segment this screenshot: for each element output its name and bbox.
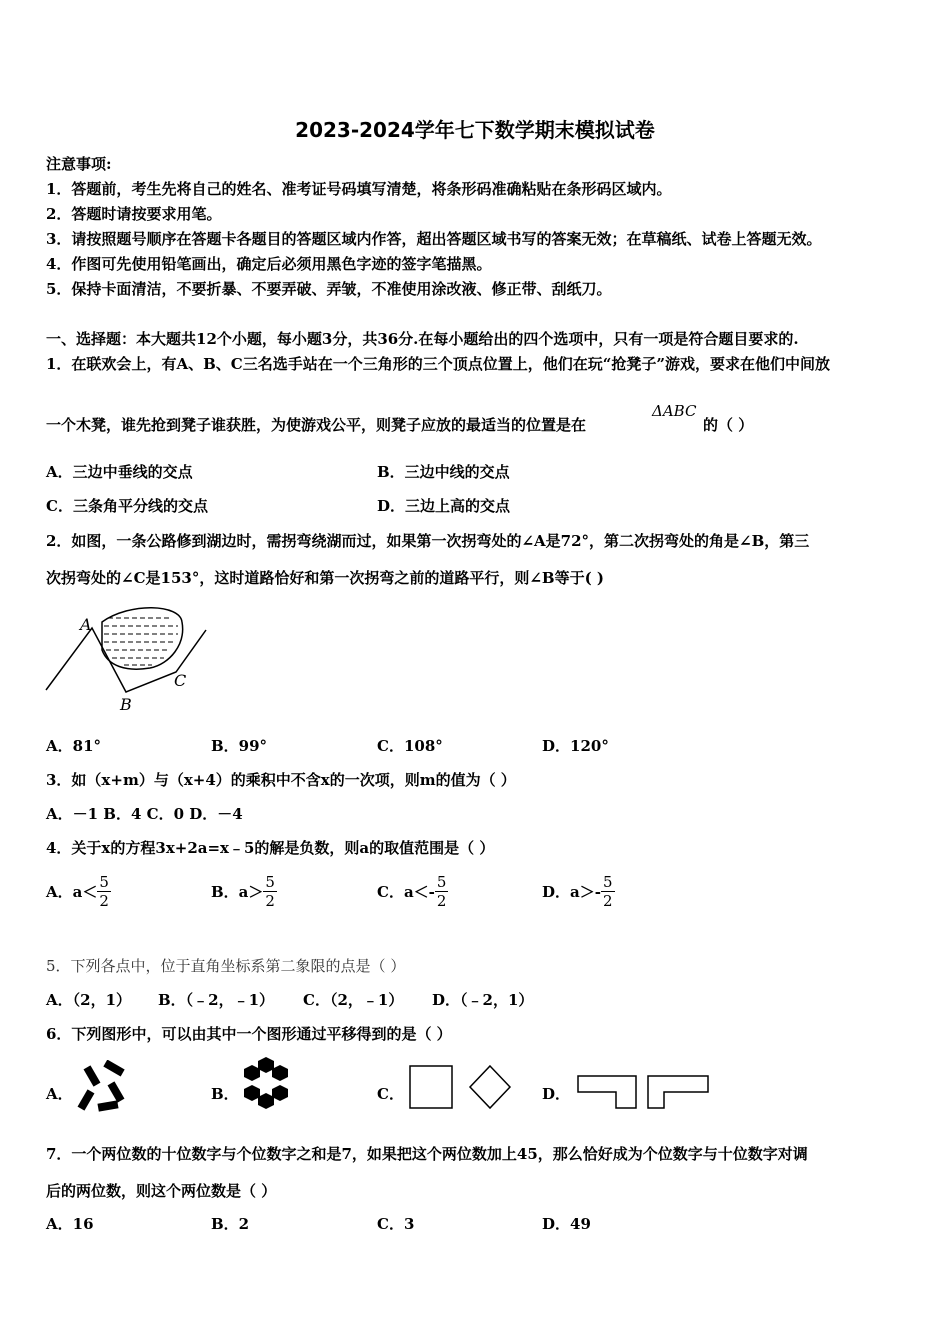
q4-option-d xyxy=(542,873,615,910)
label-a: A xyxy=(80,615,92,634)
q1-option-b: B．三边中线的交点 xyxy=(377,463,510,481)
notice-item: 2．答题时请按要求用笔。 xyxy=(46,205,222,223)
q4-option-b-label: B．a＞ xyxy=(211,883,264,901)
q5-option-a: A．（2，1） xyxy=(46,991,132,1009)
q7-option-c: C．3 xyxy=(377,1215,415,1233)
q6-figure-b-hexagons xyxy=(238,1055,294,1113)
q2-line1: 2．如图，一条公路修到湖边时，需拐弯绕湖而过，如果第一次拐弯处的∠A是72°，第二次拐弯处的角是∠B，第三 xyxy=(46,532,810,550)
notice-item: 3．请按照题号顺序在答题卡各题目的答题区域内作答，超出答题区域书写的答案无效；在草稿纸、试卷上答题无效。 xyxy=(46,230,822,248)
q1-option-a: A．三边中垂线的交点 xyxy=(46,463,193,481)
q1-triangle: ΔABC xyxy=(652,402,697,420)
q4-option-b xyxy=(211,873,277,910)
q1-option-d: D．三边上高的交点 xyxy=(377,497,511,515)
q1-line2a: 一个木凳，谁先抢到凳子谁获胜，为使游戏公平，则凳子应放的最适当的位置是在 xyxy=(46,416,587,434)
q1-line1: 1．在联欢会上，有A、B、C三名选手站在一个三角形的三个顶点位置上，他们在玩“抢凳子”游戏，要求在他们中间放 xyxy=(46,355,830,373)
numerator: 5 xyxy=(265,873,275,891)
numerator: 5 xyxy=(436,873,447,891)
q5-option-d: D．（﹣2，1） xyxy=(432,991,534,1009)
q3-options: A．－1 B．4 C．0 D．－4 xyxy=(46,805,243,823)
label-b: B xyxy=(120,695,132,714)
q2-option-d: D．120° xyxy=(542,737,609,755)
q7-line1: 7．一个两位数的十位数字与个位数字之和是7，如果把这个两位数加上45，那么恰好成为个位数字与十位数字对调 xyxy=(46,1145,808,1163)
q6-figure-c-squares xyxy=(406,1062,516,1112)
q2-lake-road-figure xyxy=(40,600,220,718)
q6-line: 6．下列图形中，可以由其中一个图形通过平移得到的是（ ） xyxy=(46,1025,452,1043)
q6-option-a-label: A． xyxy=(46,1085,73,1103)
q7-option-d: D．49 xyxy=(542,1215,591,1233)
lake-outline xyxy=(102,608,183,669)
q3-line: 3．如（x+m）与（x+4）的乘积中不含x的一次项，则m的值为（ ） xyxy=(46,771,516,789)
fraction xyxy=(601,873,615,910)
q1-option-c: C．三条角平分线的交点 xyxy=(46,497,208,515)
q7-option-b: B．2 xyxy=(211,1215,250,1233)
q2-line2: 次拐弯处的∠C是153°，这时道路恰好和第一次拐弯之前的道路平行，则∠B等于( ) xyxy=(46,569,604,587)
fraction xyxy=(435,873,449,910)
q6-figure-d-l-shapes xyxy=(574,1072,714,1114)
q4-option-c xyxy=(377,873,448,910)
denominator: 2 xyxy=(436,892,447,910)
q2-option-a: A．81° xyxy=(46,737,102,755)
label-c: C xyxy=(174,671,187,690)
q5-line: 5．下列各点中，位于直角坐标系第二象限的点是（ ） xyxy=(46,957,406,975)
q4-line: 4．关于x的方程3x+2a=x﹣5的解是负数，则a的取值范围是（ ） xyxy=(46,839,495,857)
numerator: 5 xyxy=(602,873,613,891)
q5-option-c: C．（2，﹣1） xyxy=(303,991,404,1009)
denominator: 2 xyxy=(99,892,109,910)
q6-option-b-label: B． xyxy=(211,1085,239,1103)
notice-item: 5．保持卡面清洁，不要折暴、不要弄破、弄皱，不准使用涂改液、修正带、刮纸刀。 xyxy=(46,280,612,298)
q6-option-d-label: D． xyxy=(542,1085,571,1103)
q7-line2: 后的两位数，则这个两位数是（ ） xyxy=(46,1182,277,1200)
page-title: 2023-2024学年七下数学期末模拟试卷 xyxy=(295,118,655,142)
q2-option-b: B．99° xyxy=(211,737,268,755)
numerator: 5 xyxy=(99,873,109,891)
fraction xyxy=(97,873,111,910)
q4-option-c-label: C．a＜- xyxy=(377,883,435,901)
fraction xyxy=(263,873,277,910)
denominator: 2 xyxy=(602,892,613,910)
lake-water-lines xyxy=(104,618,178,665)
q6-figure-a-pinwheel xyxy=(74,1060,130,1116)
q5-option-b: B．（﹣2，﹣1） xyxy=(158,991,275,1009)
q7-option-a: A．16 xyxy=(46,1215,94,1233)
notice-heading: 注意事项: xyxy=(46,155,112,173)
notice-item: 4．作图可先使用铅笔画出，确定后必须用黑色字迹的签字笔描黑。 xyxy=(46,255,492,273)
notice-item: 1．答题前，考生先将自己的姓名、准考证号码填写清楚，将条形码准确粘贴在条形码区域内。 xyxy=(46,180,672,198)
q2-option-c: C．108° xyxy=(377,737,443,755)
q4-option-a xyxy=(46,873,111,910)
q1-line2b: 的（ ） xyxy=(703,416,754,434)
denominator: 2 xyxy=(265,892,275,910)
section-heading: 一、选择题：本大题共12个小题，每小题3分，共36分.在每小题给出的四个选项中，只有一项是符合题目要求的. xyxy=(46,330,799,348)
q4-option-d-label: D．a＞- xyxy=(542,883,601,901)
q4-option-a-label: A．a＜ xyxy=(46,883,98,901)
q6-option-c-label: C． xyxy=(377,1085,404,1103)
